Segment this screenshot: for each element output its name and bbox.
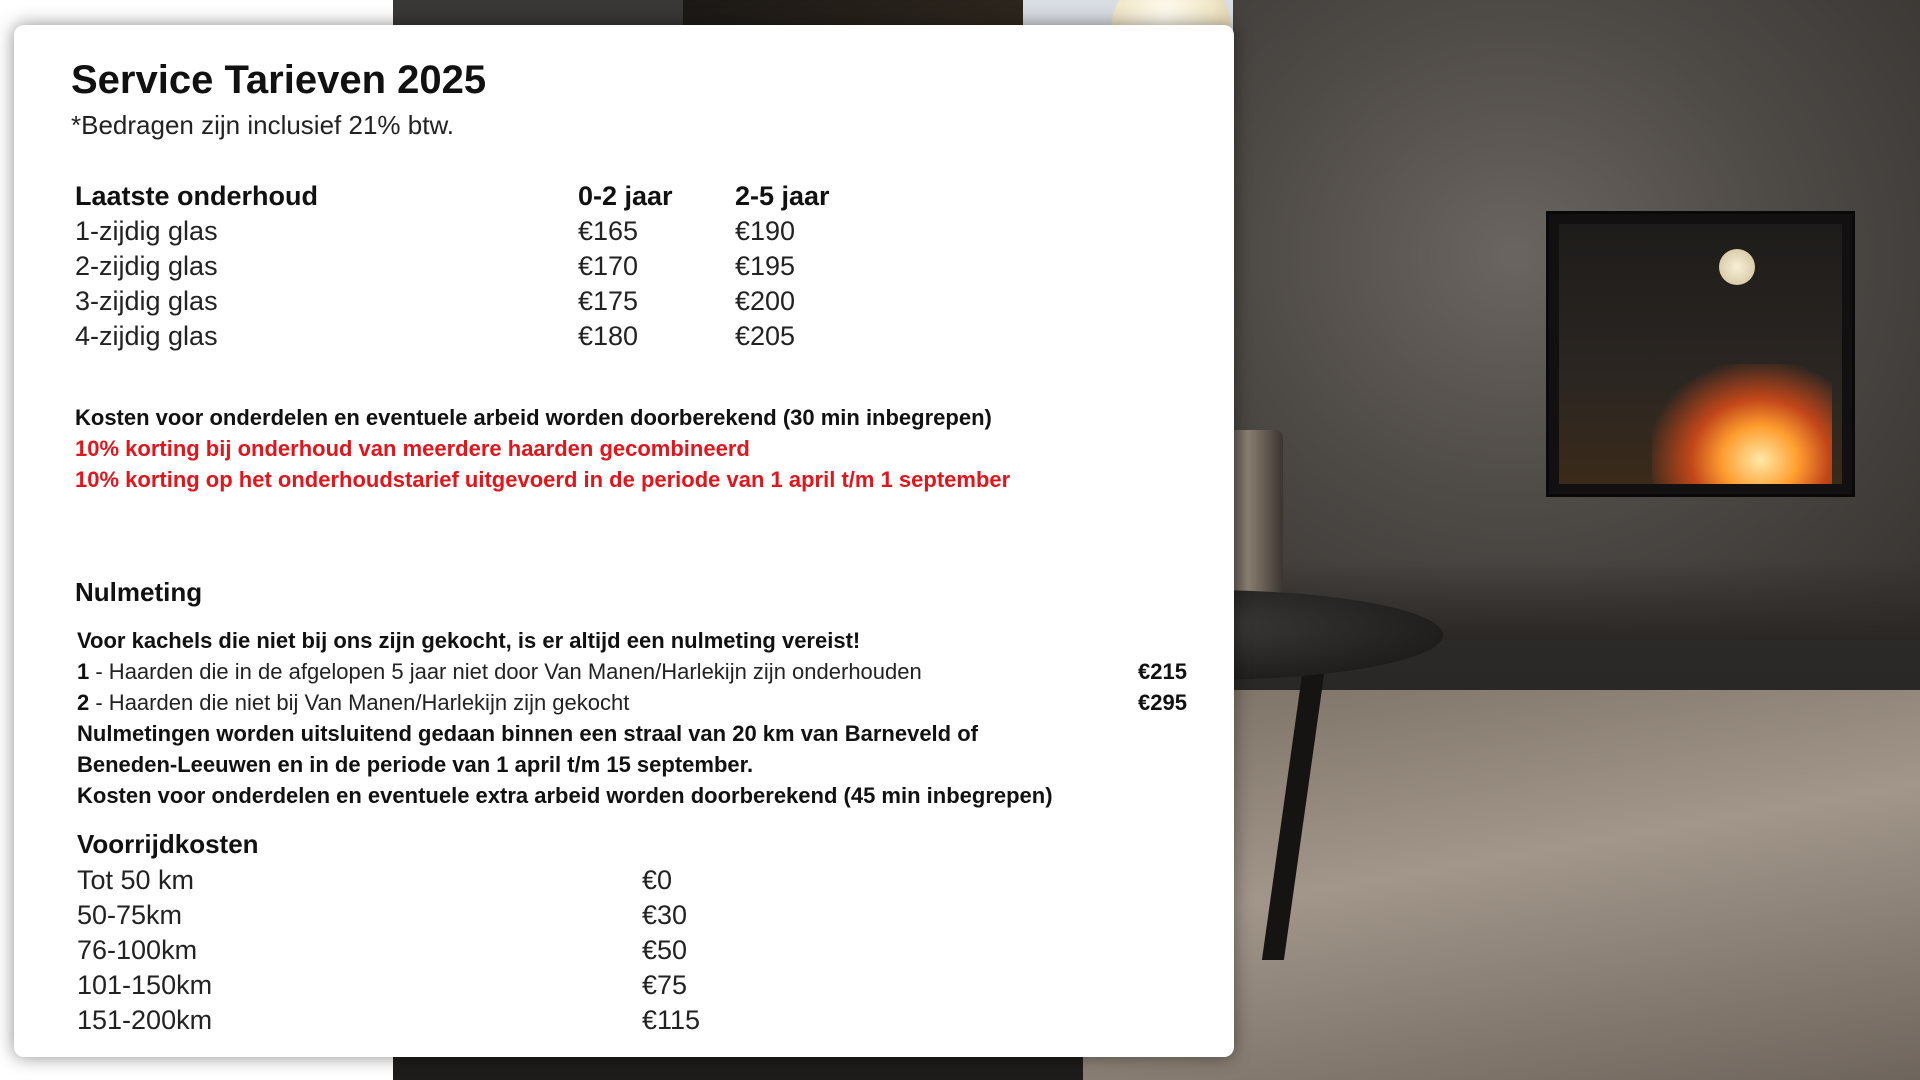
distance-range: 76-100km: [77, 935, 198, 965]
list-item: [77, 656, 1187, 687]
travel-price: €0: [642, 865, 673, 895]
item-text: - Haarden die in de afgelopen 5 jaar niet door Van Manen/Harlekijn zijn onderhouden: [89, 659, 922, 684]
item-number: 2: [77, 690, 90, 715]
distance-range: 101-150km: [77, 970, 213, 1000]
row-label: 1-zijdig glas: [75, 216, 218, 246]
price-0-2: €170: [578, 251, 639, 281]
table-row: [77, 968, 700, 1003]
travel-price: €115: [642, 1005, 701, 1035]
maintenance-notes: [75, 402, 1010, 495]
photo-fire-flame: [1652, 364, 1832, 484]
table-row: [77, 898, 700, 933]
nulmeting-intro: Voor kachels die niet bij ons zijn gekocht, is er altijd een nulmeting vereist!: [77, 628, 861, 653]
header-0-2-years: 0-2 jaar: [578, 181, 673, 211]
nulmeting-heading: Nulmeting: [75, 577, 203, 607]
maintenance-price-table: [75, 179, 895, 354]
list-item: [77, 687, 1187, 718]
nulmeting-section: [77, 625, 1187, 811]
distance-range: 151-200km: [77, 1005, 213, 1035]
travel-costs-table: [77, 863, 700, 1038]
distance-range: 50-75km: [77, 900, 183, 930]
table-row: [75, 214, 895, 249]
row-label: 4-zijdig glas: [75, 321, 218, 351]
page-title: Service Tarieven 2025: [71, 58, 487, 102]
price-0-2: €175: [578, 286, 639, 316]
header-last-maintenance: Laatste onderhoud: [75, 181, 319, 211]
table-row: [75, 249, 895, 284]
item-text: - Haarden die niet bij Van Manen/Harlekijn zijn gekocht: [89, 690, 630, 715]
price-2-5: €190: [735, 216, 796, 246]
item-number: 1: [77, 659, 90, 684]
discount-period-note: 10% korting op het onderhoudstarief uitgevoerd in de periode van 1 april t/m 1 september: [75, 467, 1011, 492]
table-header-row: [75, 179, 895, 214]
price-0-2: €165: [578, 216, 639, 246]
table-row: [77, 933, 700, 968]
row-label: 3-zijdig glas: [75, 286, 218, 316]
table-row: [77, 1003, 700, 1038]
nulmeting-area-line-1: Nulmetingen worden uitsluitend gedaan binnen een straal van 20 km van Barneveld of: [77, 721, 978, 746]
price-2-5: €205: [735, 321, 796, 351]
vat-note: *Bedragen zijn inclusief 21% btw.: [71, 110, 455, 140]
photo-fireplace: [1546, 211, 1855, 497]
photo-reflected-lamp: [1719, 249, 1755, 285]
price-2-5: €195: [735, 251, 796, 281]
price-2-5: €200: [735, 286, 796, 316]
travel-price: €50: [642, 935, 688, 965]
price-0-2: €180: [578, 321, 639, 351]
travel-costs-heading: Voorrijdkosten: [77, 829, 259, 859]
row-label: 2-zijdig glas: [75, 251, 218, 281]
travel-price: €30: [642, 900, 688, 930]
discount-multiple-note: 10% korting bij onderhoud van meerdere haarden gecombineerd: [75, 436, 750, 461]
price-card: [14, 25, 1234, 1057]
table-row: [77, 863, 700, 898]
table-row: [75, 319, 895, 354]
item-price: €215: [1138, 659, 1187, 684]
table-row: [75, 284, 895, 319]
distance-range: Tot 50 km: [77, 865, 195, 895]
nulmeting-costs-note: Kosten voor onderdelen en eventuele extra arbeid worden doorberekend (45 min inbegrepen): [77, 783, 1053, 808]
header-2-5-years: 2-5 jaar: [735, 181, 830, 211]
nulmeting-area-line-2: Beneden-Leeuwen en in de periode van 1 april t/m 15 september.: [77, 752, 754, 777]
travel-price: €75: [642, 970, 688, 1000]
item-price: €295: [1138, 690, 1187, 715]
parts-costs-note: Kosten voor onderdelen en eventuele arbeid worden doorberekend (30 min inbegrepen): [75, 405, 992, 430]
